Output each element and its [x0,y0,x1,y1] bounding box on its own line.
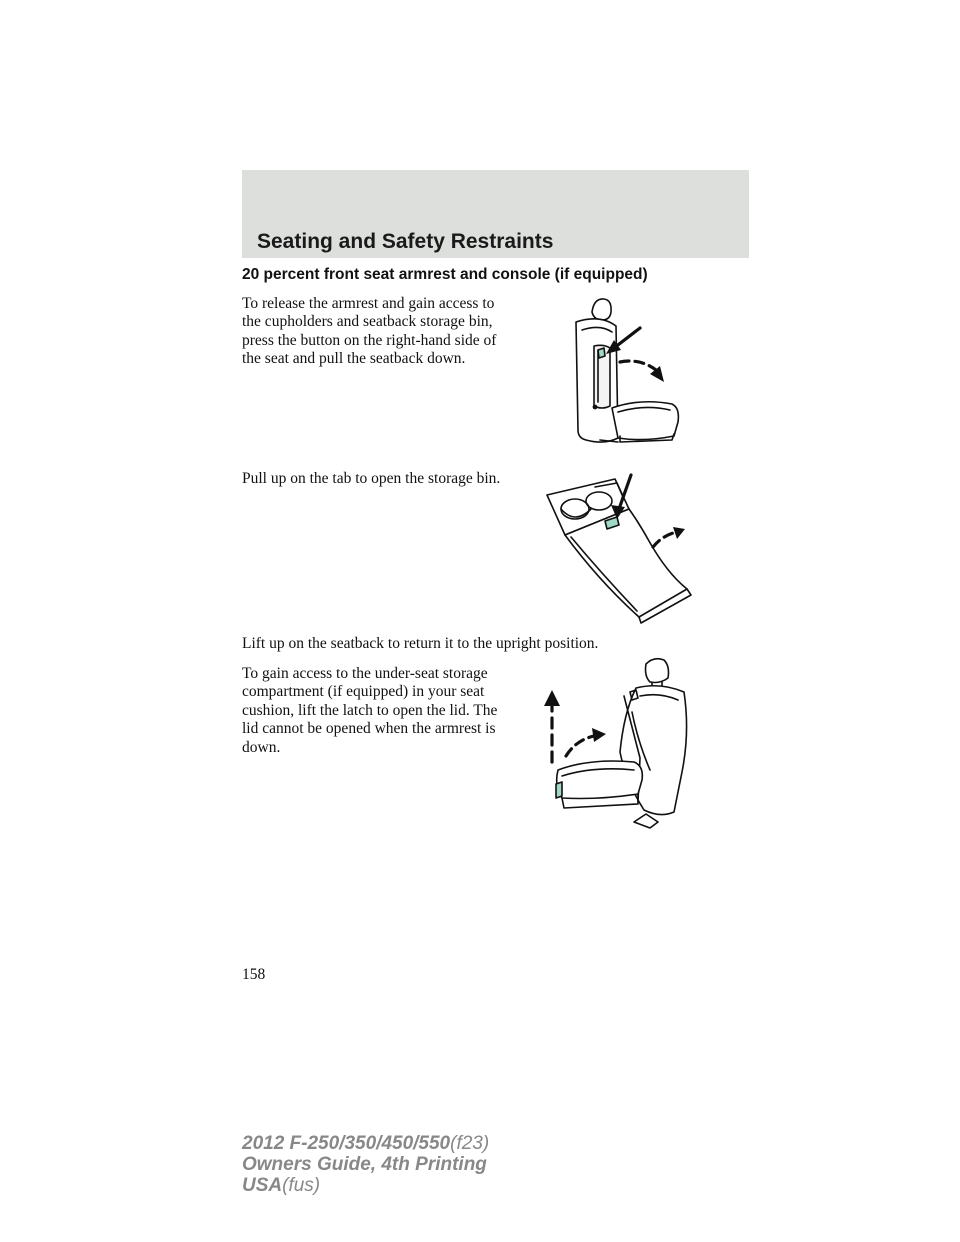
footer-line-model: 2012 F-250/350/450/550(f23) [242,1133,490,1154]
page-number: 158 [242,966,266,983]
armrest-release-illustration [540,290,700,460]
paragraph-release-armrest: To release the armrest and gain access to the cupholders and seatback storage bin, press the button on the right-hand side of the seat and pull the seatback down. [242,295,497,368]
subsection-heading: 20 percent front seat armrest and console (if equipped) [242,266,648,283]
paragraph-return-upright: Lift up on the seatback to return it to the upright position. [242,635,599,652]
storage-bin-tab-illustration [535,465,705,625]
paragraph-open-bin: Pull up on the tab to open the storage bin. [242,470,501,487]
section-header [242,170,749,258]
section-title: Seating and Safety Restraints [257,230,554,253]
footer-line-market: USA(fus) [242,1175,321,1196]
paragraph-under-seat-storage: To gain access to the under-seat storage compartment (if equipped) in your seat cushion, lift the latch to open the lid. The lid cannot be opened when the armrest is down. [242,665,498,756]
document-footer [242,1133,489,1196]
under-seat-storage-illustration [540,652,710,832]
footer-line-printing: Owners Guide, 4th Printing [242,1154,487,1175]
